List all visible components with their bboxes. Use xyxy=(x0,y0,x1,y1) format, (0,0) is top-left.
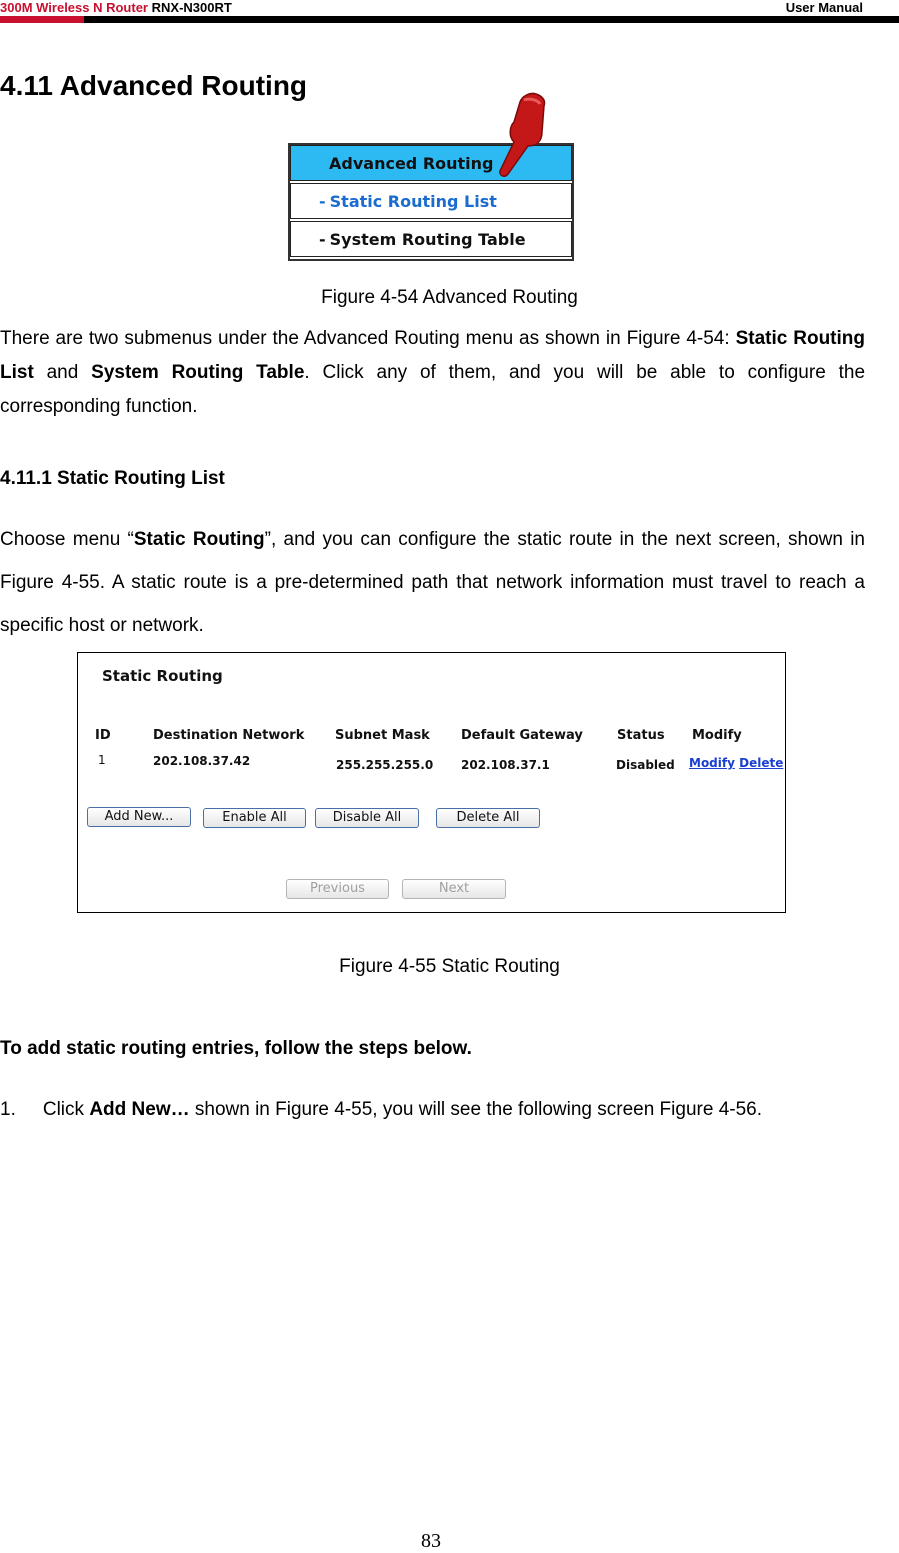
figure-55-caption: Figure 4-55 Static Routing xyxy=(339,956,560,977)
header-rule-red xyxy=(0,16,84,23)
figure-54-caption: Figure 4-54 Advanced Routing xyxy=(321,287,578,308)
paragraph-submenus: There are two submenus under the Advanced Routing menu as shown in Figure 4-54: Static Routing List and System Routing Table. Click any of them, and you will be able to configure the corresponding function. xyxy=(0,328,866,417)
header-product: 300M Wireless N Router RNX-N300RT xyxy=(0,0,232,15)
next-button[interactable]: Next xyxy=(402,879,506,899)
header-rule-black xyxy=(84,16,899,23)
section-title: 4.11 Advanced Routing xyxy=(0,70,308,101)
header-doc-type: User Manual xyxy=(785,0,863,15)
paragraph-static-routing: Choose menu “Static Routing”, and you can configure the static route in the next screen, shown in Figure 4-55. A static route is a pre-determined path that network information must travel to reach a specific host or network. xyxy=(0,529,865,636)
row-actions xyxy=(689,756,783,770)
col-header-destination: Destination Network xyxy=(153,728,305,743)
menu-item-advanced-routing[interactable]: Advanced Routing xyxy=(290,145,572,181)
pointing-hand-icon xyxy=(490,92,550,178)
row-mask: 255.255.255.0 xyxy=(336,758,434,772)
col-header-modify: Modify xyxy=(692,728,742,743)
row-status: Disabled xyxy=(616,758,675,772)
delete-all-button[interactable]: Delete All xyxy=(436,808,540,828)
previous-button[interactable]: Previous xyxy=(286,879,389,899)
header-model: RNX-N300RT xyxy=(151,0,232,15)
modify-link[interactable]: Modify xyxy=(689,756,735,770)
col-header-mask: Subnet Mask xyxy=(335,728,430,743)
subsection-title: 4.11.1 Static Routing List xyxy=(0,468,225,489)
add-new-button[interactable]: Add New... xyxy=(87,807,191,827)
menu-item-system-routing-table[interactable]: - System Routing Table xyxy=(290,221,572,257)
static-routing-screen xyxy=(77,652,786,913)
step-1: 1. Click Add New… shown in Figure 4-55, you will see the following screen Figure 4-56. xyxy=(0,1099,762,1120)
steps-heading: To add static routing entries, follow the steps below. xyxy=(0,1038,472,1059)
row-destination: 202.108.37.42 xyxy=(153,754,251,768)
col-header-status: Status xyxy=(617,728,665,743)
col-header-gateway: Default Gateway xyxy=(461,728,583,743)
col-header-id: ID xyxy=(95,728,111,743)
delete-link[interactable]: Delete xyxy=(739,756,784,770)
enable-all-button[interactable]: Enable All xyxy=(203,808,306,828)
menu-item-static-routing-list[interactable]: - Static Routing List xyxy=(290,183,572,219)
row-id: 1 xyxy=(98,753,106,767)
row-gateway: 202.108.37.1 xyxy=(461,758,550,772)
page-number: 83 xyxy=(421,1530,441,1552)
disable-all-button[interactable]: Disable All xyxy=(315,808,419,828)
screen-title: Static Routing xyxy=(102,667,223,685)
